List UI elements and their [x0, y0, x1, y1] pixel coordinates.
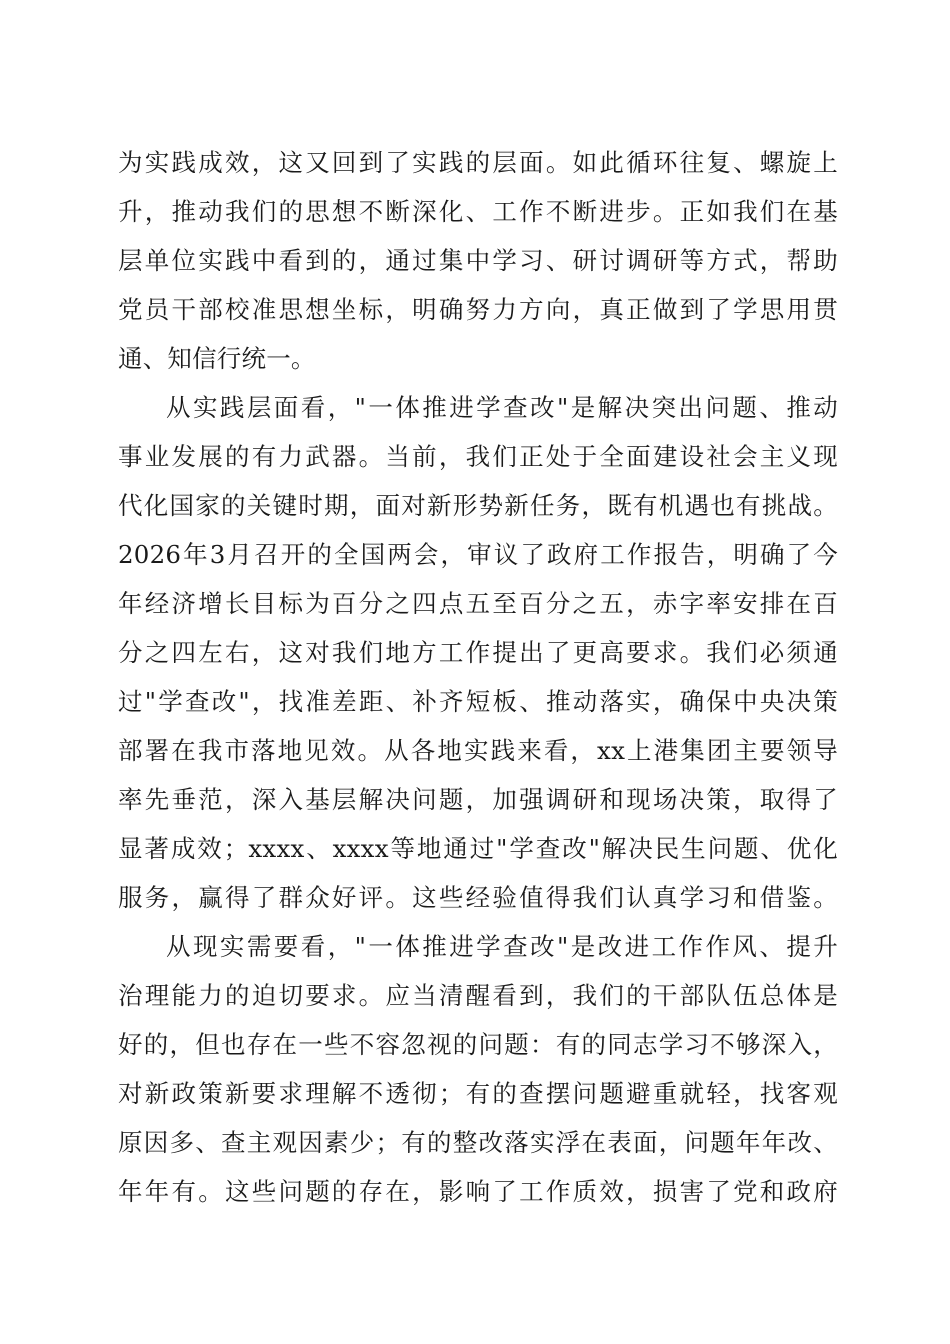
text-line: 对新政策新要求理解不透彻；有的查摆问题避重就轻，找客观: [118, 1079, 838, 1108]
document-body: [118, 138, 838, 1216]
text-line: 服务，赢得了群众好评。这些经验值得我们认真学习和借鉴。: [118, 883, 838, 912]
text-line: 率先垂范，深入基层解决问题，加强调研和现场决策，取得了: [118, 785, 838, 814]
paragraph-1: [118, 138, 838, 383]
text-line: 通、知信行统一。: [118, 344, 316, 373]
text-line: 党员干部校准思想坐标，明确努力方向，真正做到了学思用贯: [118, 295, 838, 324]
text-line: 年年有。这些问题的存在，影响了工作质效，损害了党和政府: [118, 1177, 838, 1206]
paragraph-3: [118, 922, 838, 1216]
text-line: 从现实需要看，"一体推进学查改"是改进工作作风、提升: [166, 932, 838, 961]
text-line: 部署在我市落地见效。从各地实践来看，xx上港集团主要领导: [118, 736, 838, 765]
text-line: 2026年3月召开的全国两会，审议了政府工作报告，明确了今: [118, 540, 838, 569]
text-line: 从实践层面看，"一体推进学查改"是解决突出问题、推动: [166, 393, 838, 422]
text-line: 原因多、查主观因素少；有的整改落实浮在表面，问题年年改、: [118, 1128, 838, 1157]
paragraph-2: [118, 383, 838, 922]
text-line: 过"学查改"，找准差距、补齐短板、推动落实，确保中央决策: [118, 687, 838, 716]
text-line: 治理能力的迫切要求。应当清醒看到，我们的干部队伍总体是: [118, 981, 838, 1010]
text-line: 层单位实践中看到的，通过集中学习、研讨调研等方式，帮助: [118, 246, 838, 275]
text-line: 分之四左右，这对我们地方工作提出了更高要求。我们必须通: [118, 638, 838, 667]
text-line: 年经济增长目标为百分之四点五至百分之五，赤字率安排在百: [118, 589, 838, 618]
text-line: 事业发展的有力武器。当前，我们正处于全面建设社会主义现: [118, 442, 838, 471]
text-line: 为实践成效，这又回到了实践的层面。如此循环往复、螺旋上: [118, 148, 838, 177]
text-line: 好的，但也存在一些不容忽视的问题：有的同志学习不够深入，: [118, 1030, 838, 1059]
text-line: 代化国家的关键时期，面对新形势新任务，既有机遇也有挑战。: [118, 491, 838, 520]
text-line: 显著成效；xxxx、xxxx等地通过"学查改"解决民生问题、优化: [118, 834, 838, 863]
text-line: 升，推动我们的思想不断深化、工作不断进步。正如我们在基: [118, 197, 838, 226]
